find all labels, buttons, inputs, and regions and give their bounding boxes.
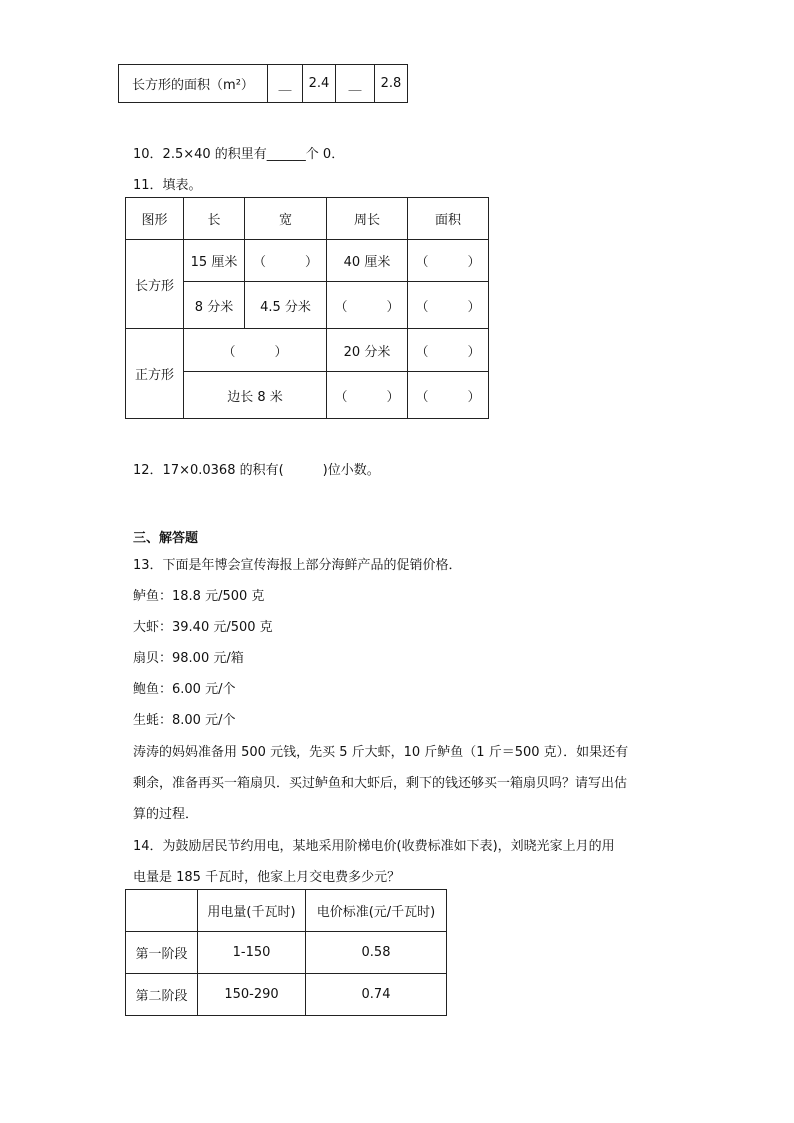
area-cell-2: 2.4 [303,65,336,103]
q10-tail: 个 0． [305,147,345,162]
r1-length: 15 厘米 [184,240,245,282]
r1-perimeter: 40 厘米 [327,240,408,282]
elec-row-price: 0.58 [306,932,447,974]
price-item: 扇贝：98.00 元/箱 [133,651,244,666]
price-item: 鲍鱼：6.00 元/个 [133,682,236,697]
electricity-table [125,889,447,1016]
question-11-title: 11．填表。 [133,178,202,193]
question-10 [133,143,344,162]
area-table [118,64,408,103]
elec-row-price: 0.74 [306,974,447,1016]
r3-area: （ ） [408,329,489,372]
header-length: 长 [184,198,245,240]
r3-perimeter: 20 分米 [327,329,408,372]
r4-side: 边长 8 米 [184,372,327,419]
r4-perimeter: （ ） [327,372,408,419]
area-cell-4: 2.8 [375,65,408,103]
q10-blank: ______ [266,147,306,162]
area-cell-1: ＿ [268,65,303,103]
elec-header-empty [126,890,198,932]
elec-row-label: 第一阶段 [126,932,198,974]
section-3-title: 三、解答题 [133,531,199,546]
question-13-body: 剩余，准备再买一箱扇贝．买过鲈鱼和大虾后，剩下的钱还够买一箱扇贝吗？请写出估 [133,776,628,791]
question-14-text: 14．为鼓励居民节约用电，某地采用阶梯电价(收费标准如下表)，刘晓光家上月的用 [133,839,615,854]
fill-table [125,197,489,419]
r2-length: 8 分米 [184,282,245,329]
elec-row-usage: 150-290 [198,974,306,1016]
q10-text: 10．2.5×40 的积里有 [133,147,267,162]
r2-width: 4.5 分米 [245,282,327,329]
elec-header-price: 电价标准(元/千瓦时) [306,890,447,932]
question-12: 12．17×0.0368 的积有( )位小数。 [133,463,380,478]
header-area: 面积 [408,198,489,240]
r4-area: （ ） [408,372,489,419]
r3-side: （ ） [184,329,327,372]
r1-area: （ ） [408,240,489,282]
price-item: 生蚝：8.00 元/个 [133,713,236,728]
r2-area: （ ） [408,282,489,329]
question-13-body: 涛涛的妈妈准备用 500 元钱，先买 5 斤大虾，10 斤鲈鱼（1 斤＝500 克）．如果还有 [133,745,629,760]
header-shape: 图形 [126,198,184,240]
price-item: 大虾：39.40 元/500 克 [133,620,273,635]
elec-header-usage: 用电量(千瓦时) [198,890,306,932]
square-label: 正方形 [126,329,184,419]
rect-label: 长方形 [126,240,184,329]
header-width: 宽 [245,198,327,240]
question-13-intro: 13．下面是年博会宣传海报上部分海鲜产品的促销价格． [133,558,462,573]
r1-width: （ ） [245,240,327,282]
elec-row-usage: 1-150 [198,932,306,974]
price-item: 鲈鱼：18.8 元/500 克 [133,589,265,604]
elec-row-label: 第二阶段 [126,974,198,1016]
area-cell-3: ＿ [336,65,375,103]
question-13-body: 算的过程． [133,807,199,822]
area-label-cell: 长方形的面积（m²） [119,65,268,103]
header-perimeter: 周长 [327,198,408,240]
question-14-text: 电量是 185 千瓦时，他家上月交电费多少元？ [133,870,401,885]
r2-perimeter: （ ） [327,282,408,329]
